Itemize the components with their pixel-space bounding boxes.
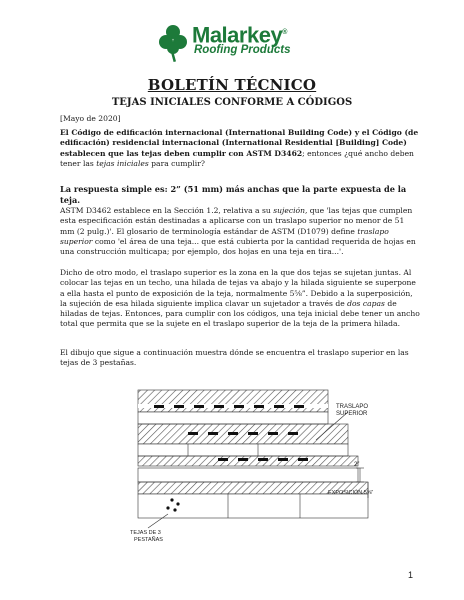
page-subtitle: TEJAS INICIALES CONFORME A CÓDIGOS bbox=[111, 97, 353, 108]
brand-subtitle: Roofing Products bbox=[194, 44, 291, 56]
brand-name: Malarkey® bbox=[192, 22, 287, 48]
label-3tab-line1: TEJAS DE 3 bbox=[130, 530, 161, 536]
paragraph-answer: La respuesta simple es: 2” (51 mm) más anchas que la parte expuesta de la teja. ASTM D3462 establece en la Sección 1.2, relativa a su sujeción, que 'las tejas que cumplen esta especificación están destinadas a aplicarse con un traslapo superior no menor de 51 mm (2 pulg.)'. El glosario de terminología estándar de ASTM (D1079) define traslapo superior como 'el área de una teja... que está cubierta por la cantidad requerida de hojas en una construcción multicapa; por ejemplo, dos hojas en una teja en tira...'. bbox=[60, 184, 416, 257]
paragraph-diagram-intro: El dibujo que sigue a continuación muestra dónde se encuentra el traslapo superior en las tejas de 3 pestañas. bbox=[60, 348, 409, 368]
shingle-diagram bbox=[128, 388, 388, 548]
label-top-lap-line2: SUPERIOR bbox=[336, 411, 368, 417]
paragraph-explanation: Dicho de otro modo, el traslapo superior es la zona en la que dos tejas se sujetan juntas. Al colocar las tejas en un techo, una hilada de tejas va abajo y la hilada siguiente se superpone a ella hasta el punto de exposición de la teja, normalmente 5⅝”. Debido a la superposición, la sujeción de esa hilada siguiente implica clavar un sujetador a través de dos capas de hiladas de tejas. Entonces, para cumplir con los códigos, una teja inicial debe tener un ancho total que permita que se la sujete en el traslapo superior de la teja de la primera hilada. bbox=[60, 268, 420, 329]
page-number: 1 bbox=[408, 570, 414, 580]
label-exposure: EXPOSICIÓN 5⅝” bbox=[328, 490, 374, 496]
label-3tab-line2: PESTAÑAS bbox=[134, 537, 163, 543]
label-top-lap-line1: TRASLAPO bbox=[336, 404, 369, 410]
page-title: BOLETÍN TÉCNICO bbox=[147, 76, 317, 94]
date-line: [Mayo de 2020] bbox=[60, 114, 121, 123]
paragraph-intro: El Código de edificación internacional (International Building Code) y el Código (de edificación) residencial internacional (International Residential [Building] Code) establecen que las tejas deben cumplir con ASTM D3462; entonces ¿qué ancho deben tener las tejas iniciales para cumplir? bbox=[60, 128, 419, 168]
label-2in: 2” bbox=[354, 462, 360, 468]
